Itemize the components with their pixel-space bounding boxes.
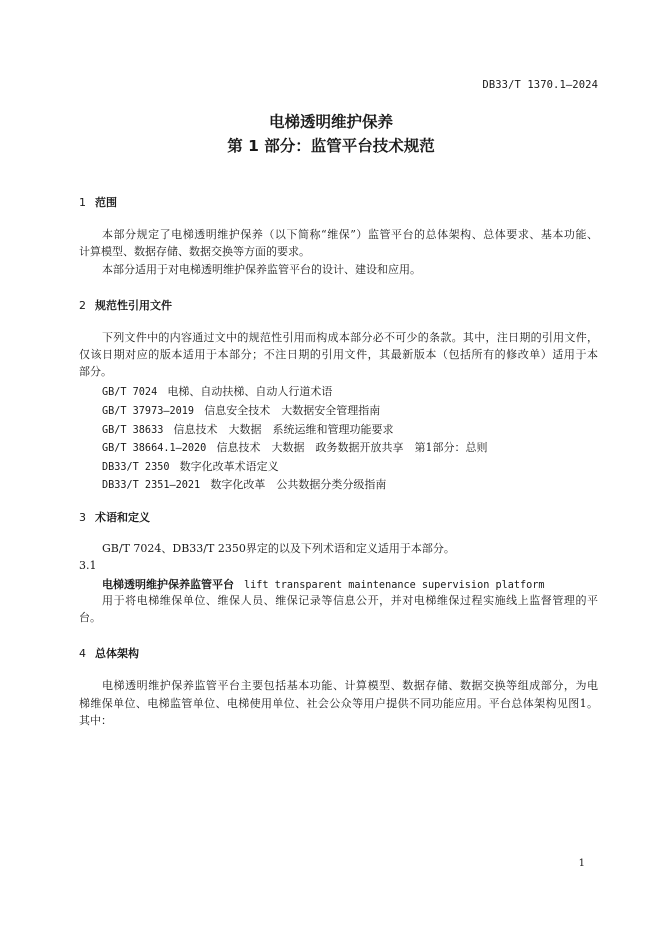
definition-line: 台。	[79, 611, 101, 624]
reference-name: 信息技术 大数据 系统运维和管理功能要求	[173, 423, 394, 436]
section-title: 术语和定义	[95, 511, 150, 524]
reference-item	[102, 421, 394, 437]
reference-name: 信息技术 大数据 政务数据开放共享 第1部分：总则	[216, 441, 488, 454]
reference-code: DB33/T 2351—2021	[102, 480, 201, 491]
reference-code: DB33/T 2350	[102, 462, 170, 473]
term-entry	[102, 576, 545, 592]
section-title: 范围	[95, 196, 117, 209]
document-title-line1: 电梯透明维护保养	[268, 113, 393, 131]
standard-code: DB33/T 1370.1—2024	[482, 79, 598, 91]
paragraph-line: 本部分规定了电梯透明维护保养（以下简称“维保”）监管平台的总体架构、总体要求、基本功能、	[102, 228, 598, 241]
section-title: 总体架构	[95, 647, 139, 660]
paragraph-line: 下列文件中的内容通过文中的规范性引用而构成本部分必不可少的条款。其中，注日期的引用文件，	[102, 331, 598, 344]
reference-item	[102, 383, 332, 399]
section-number: 2	[79, 299, 86, 312]
section-heading-overall-architecture	[79, 645, 139, 661]
reference-code: GB/T 37973—2019	[102, 406, 195, 417]
reference-name: 数字化改革 公共数据分类分级指南	[210, 478, 387, 491]
term-english: lift transparent maintenance supervision platform	[244, 580, 545, 591]
paragraph-line: 部分。	[79, 365, 112, 378]
paragraph-line: GB/T 7024、DB33/T 2350界定的以及下列术语和定义适用于本部分。	[102, 542, 455, 555]
reference-item	[102, 402, 380, 418]
paragraph-line: 仅该日期对应的版本适用于本部分；不注日期的引用文件，其最新版本（包括所有的修改单）适用于本	[79, 348, 598, 361]
clause-number: 3.1	[79, 559, 97, 572]
paragraph-line: 电梯透明维护保养监管平台主要包括基本功能、计算模型、数据存储、数据交换等组成部分，为电	[102, 679, 598, 692]
reference-item	[102, 458, 279, 474]
paragraph-line: 计算模型、数据存储、数据交换等方面的要求。	[79, 245, 310, 258]
section-title: 规范性引用文件	[95, 299, 172, 312]
paragraph-line: 梯维保单位、电梯监管单位、电梯使用单位、社会公众等用户提供不同功能应用。平台总体架构见图1。	[79, 697, 598, 710]
reference-item	[102, 476, 386, 492]
reference-code: GB/T 38633	[102, 425, 164, 436]
page-number: 1	[578, 858, 585, 869]
paragraph-line: 其中：	[79, 714, 112, 727]
reference-item	[102, 439, 487, 455]
section-number: 4	[79, 647, 86, 660]
reference-code: GB/T 7024	[102, 387, 158, 398]
reference-name: 电梯、自动扶梯、自动人行道术语	[167, 385, 333, 398]
section-heading-scope	[79, 194, 117, 210]
definition-line: 用于将电梯维保单位、维保人员、维保记录等信息公开，并对电梯维保过程实施线上监督管理的平	[102, 594, 598, 607]
document-title-line2: 第 1 部分：监管平台技术规范	[227, 137, 435, 155]
reference-code: GB/T 38664.1—2020	[102, 443, 207, 454]
paragraph-line: 本部分适用于对电梯透明维护保养监管平台的设计、建设和应用。	[102, 263, 421, 276]
section-number: 3	[79, 511, 86, 524]
reference-name: 信息安全技术 大数据安全管理指南	[204, 404, 381, 417]
section-heading-normative-references	[79, 297, 172, 313]
section-heading-terms-definitions	[79, 509, 150, 525]
term-chinese: 电梯透明维护保养监管平台	[102, 578, 234, 591]
reference-name: 数字化改革术语定义	[179, 460, 279, 473]
section-number: 1	[79, 196, 86, 209]
